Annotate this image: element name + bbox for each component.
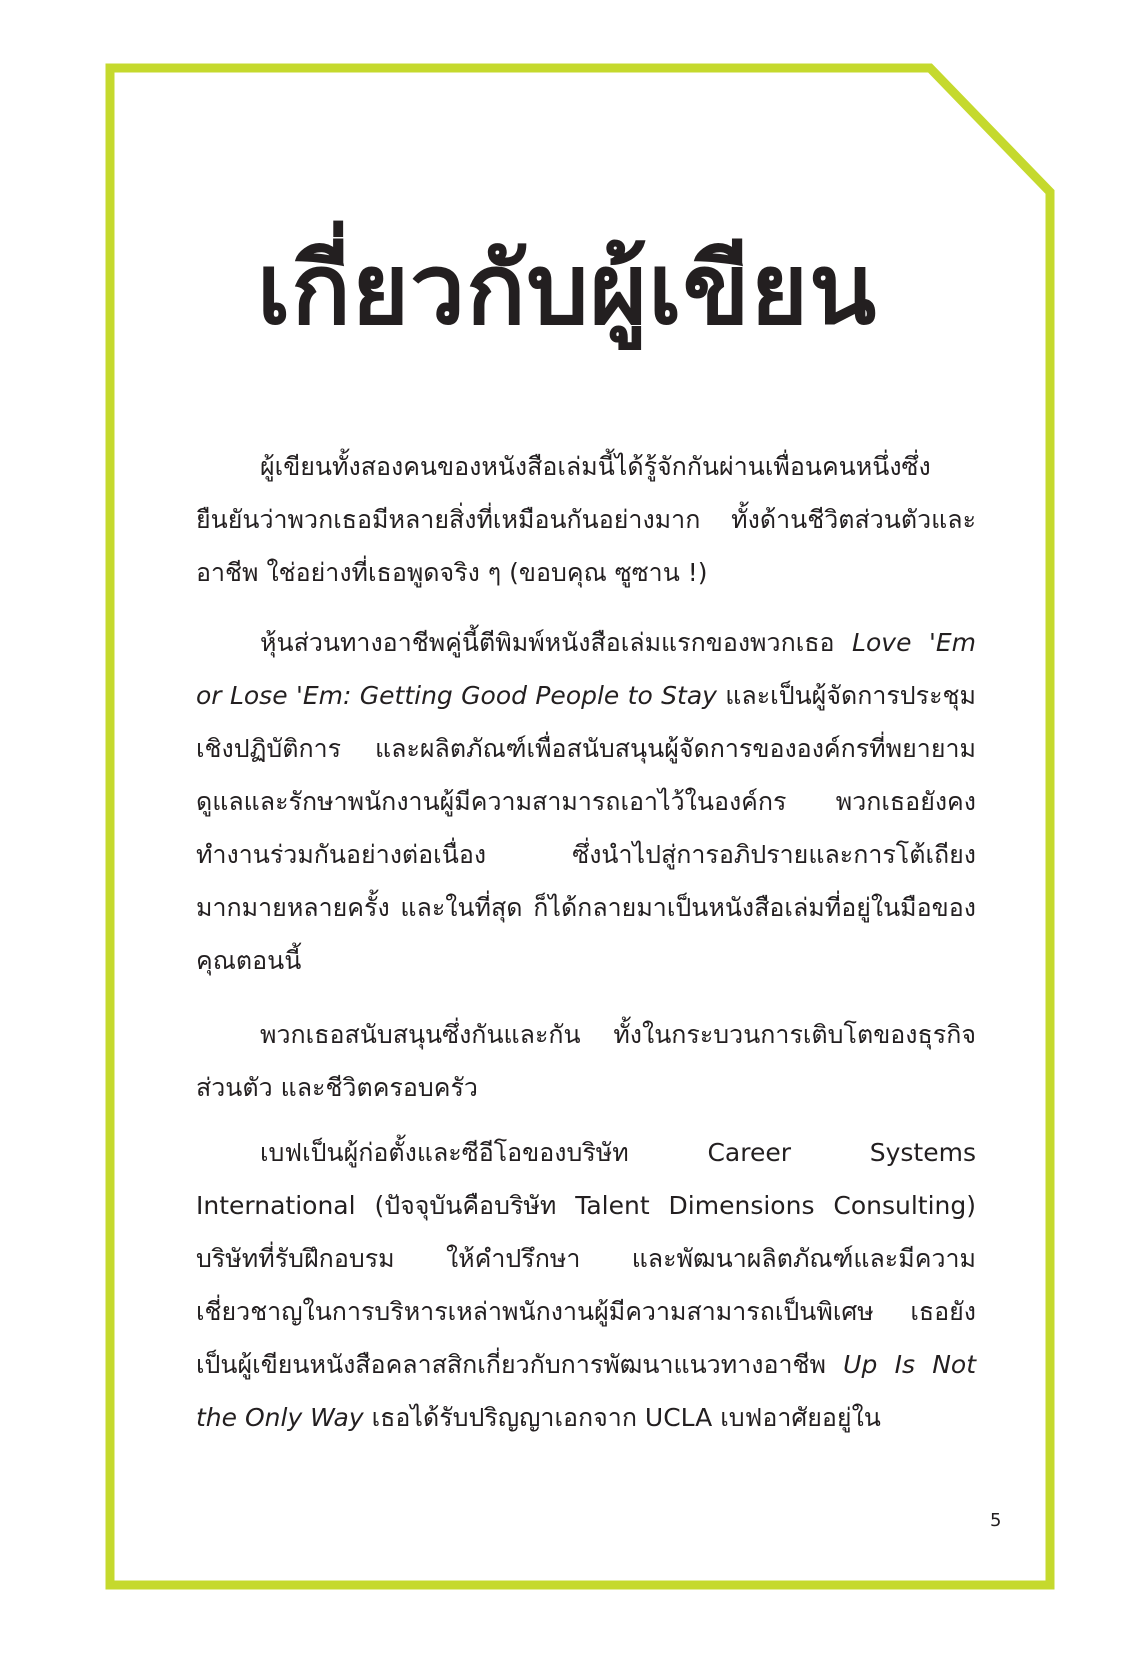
paragraph-support: [196, 1008, 976, 1114]
paragraph-intro-text: ผู้เขียนทั้งสองคนของหนังสือเล่มนี้ได้รู้จักกันผ่านเพื่อนคนหนึ่งซึ่งยืนยันว่าพวกเธอมีหลายสิ่งที่เหมือนกันอย่างมาก ทั้งด้านชีวิตส่วนตัวและอาชีพ ใช่อย่างที่เธอพูดจริง ๆ (ขอบคุณ ซูซาน !): [196, 452, 976, 587]
book-title-up-is-not: Up Is Not the Only Way: [196, 1350, 976, 1432]
paragraph-partnership-text-end: และเป็นผู้จัดการประชุมเชิงปฏิบัติการ และผลิตภัณฑ์เพื่อสนับสนุนผู้จัดการขององค์กรที่พยายามดูแลและรักษาพนักงานผู้มีความสามารถเอาไว้ในองค์กร พวกเธอยังคงทำงานร่วมกันอย่างต่อเนื่อง ซึ่งนำไปสู่การอภิปรายและการโต้เถียงมากมายหลายครั้ง และในที่สุด ก็ได้กลายมาเป็นหนังสือเล่มที่อยู่ในมือของคุณตอนนี้: [196, 681, 976, 975]
paragraph-bev-bio-text-end: เธอได้รับปริญญาเอกจาก UCLA เบฟอาศัยอยู่ใน: [363, 1403, 881, 1432]
paragraph-bev-bio-text-start: เบฟเป็นผู้ก่อตั้งและซีอีโอของบริษัท Career Systems International (ปัจจุบันคือบริษัท Talent Dimensions Consulting) บริษัทที่รับฝึกอบรม ให้คำปรึกษา และพัฒนาผลิตภัณฑ์และมีความเชี่ยวชาญในการบริหารเหล่าพนักงานผู้มีความสามารถเป็นพิเศษ เธอยังเป็นผู้เขียนหนังสือคลาสสิกเกี่ยวกับการพัฒนาแนวทางอาชีพ: [196, 1138, 976, 1379]
page-title: เกี่ยวกับผู้เขียน: [256, 233, 878, 347]
paragraph-intro: [196, 440, 976, 599]
paragraph-support-text: พวกเธอสนับสนุนซึ่งกันและกัน ทั้งในกระบวนการเติบโตของธุรกิจส่วนตัว และชีวิตครอบครัว: [196, 1020, 976, 1102]
book-title-love-em: Love 'Em or Lose 'Em: Getting Good People to Stay: [196, 628, 976, 710]
page-number: 5: [990, 1510, 1002, 1531]
paragraph-partnership: [196, 616, 976, 987]
paragraph-partnership-text-start: หุ้นส่วนทางอาชีพคู่นี้ตีพิมพ์หนังสือเล่มแรกของพวกเธอ: [260, 628, 853, 657]
paragraph-bev-bio: [196, 1126, 976, 1444]
